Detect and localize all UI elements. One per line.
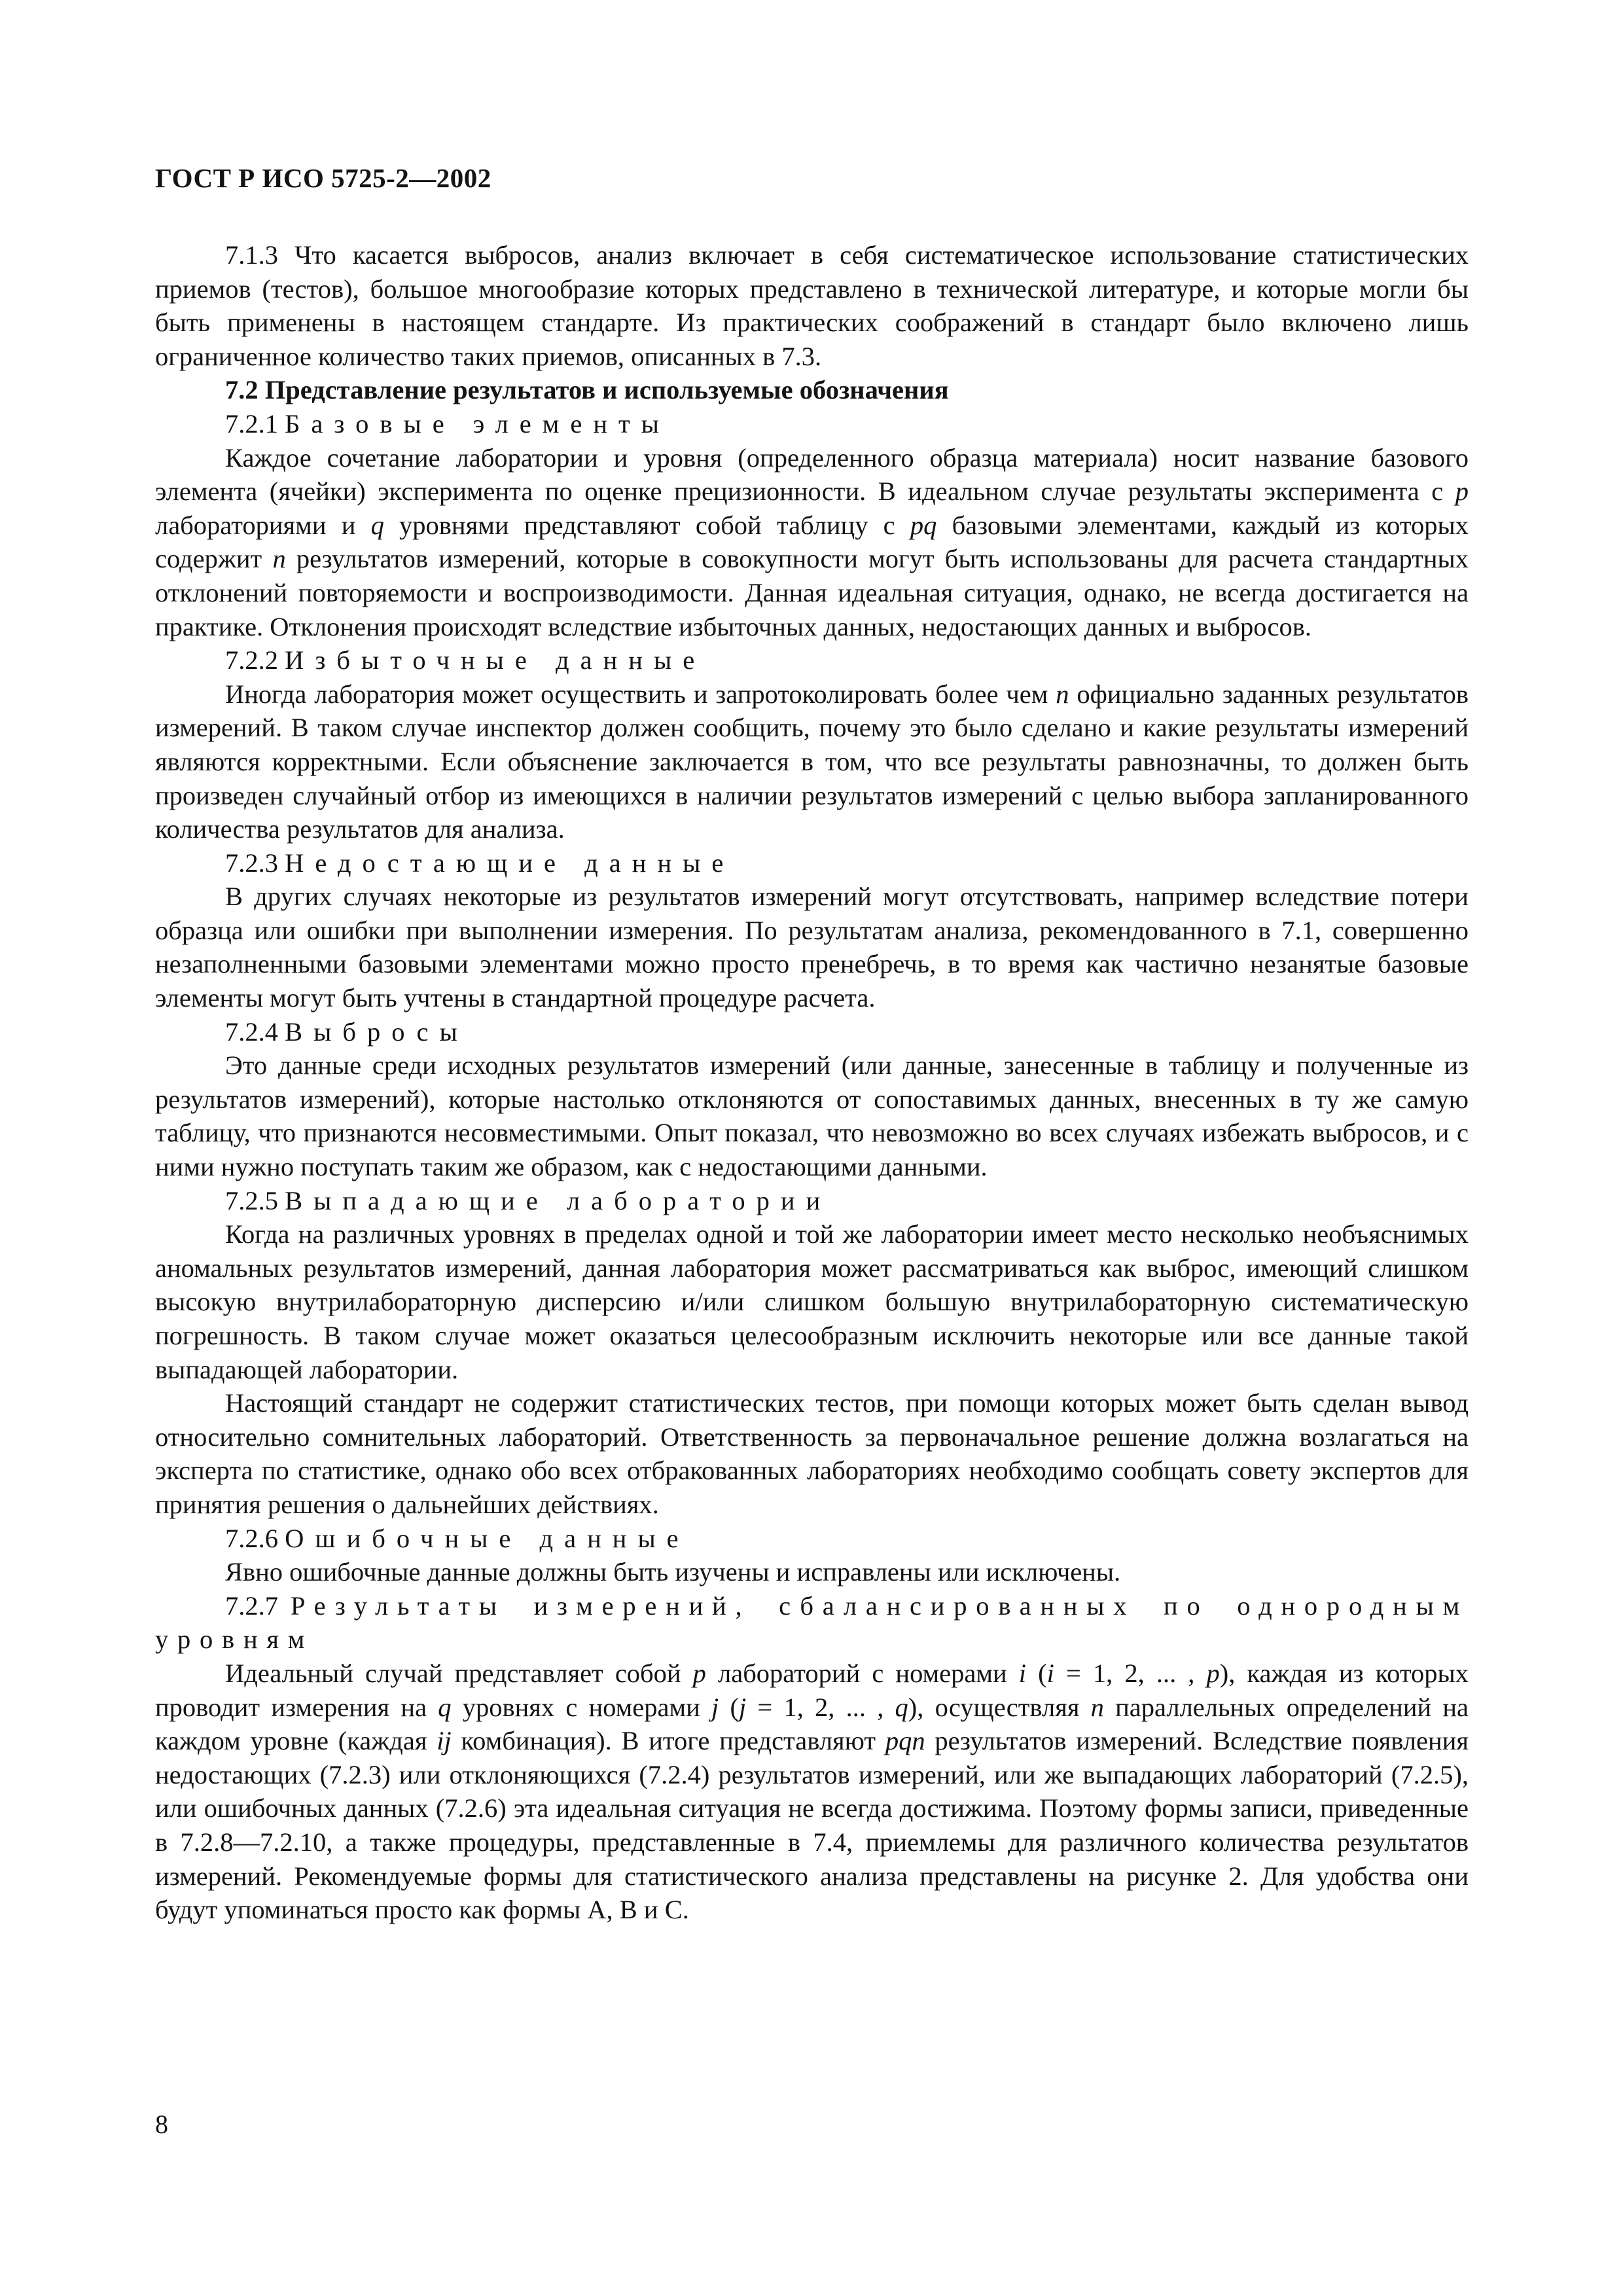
paragraph-7-2-4: Это данные среди исходных результатов измерений (или данные, занесенные в таблицу и полученные из результатов измерений), которые настолько отклоняются от сопоставимых данных, внесенных в ту же самую таблицу, что признаются несовместимыми. Опыт показал, что невозможно во всех случаях избежать выбросов, и с ними нужно поступать таким же образом, как с недостающими данными. xyxy=(155,1050,1469,1182)
variable: j xyxy=(711,1692,719,1722)
variable: p xyxy=(1455,476,1469,507)
variable: i xyxy=(1046,1658,1054,1688)
subsection-heading-7-2-2 xyxy=(155,643,1469,677)
variable: n xyxy=(1056,679,1069,709)
paragraph-7-2-1: Каждое сочетание лаборатории и уровня (определенного образца материала) носит название базового элемента (ячейки) эксперимента по оценке прецизионности. В идеальном случае результаты эксперимента с p лабораториями и q уровнями представляют собой таблицу с pq базовыми элементами, каждый из которых содержит n результатов измерений, которые в совокупности могут быть использованы для расчета стандартных отклонений повторяемости и воспроизводимости. Данная идеальная ситуация, однако, не всегда достигается на практике. Отклонения происходят вследствие избыточных данных, недостающих данных и выбросов. xyxy=(155,442,1469,641)
paragraph-7-2-7: Идеальный случай представляет собой p лабораторий с номерами i (i = 1, 2, ... , p), каждая из которых проводит измерения на q уровнях с номерами j (j = 1, 2, ... , q), осуществляя n параллельных определений на каждом уровне (каждая ij комбинация). В итоге представляют pqn результатов измерений. Вследствие появления недостающих (7.2.3) или отклоняющихся (7.2.4) результатов измерений, или же выпадающих лабораторий (7.2.5), или ошибочных данных (7.2.6) эта идеальная ситуация не всегда достижима. Поэтому формы записи, приведенные в 7.2.8—7.2.10, а также процедуры, представленные в 7.4, приемлемы для различного количества результатов измерений. Рекомендуемые формы для статистического анализа представлены на рисунке 2. Для удобства они будут упоминаться просто как формы А, В и С. xyxy=(155,1658,1469,1925)
variable: j xyxy=(738,1692,747,1722)
document-body xyxy=(155,238,1469,1927)
variable: q xyxy=(438,1692,452,1722)
variable: n xyxy=(272,544,286,574)
subsection-title: Ошибочные данные xyxy=(285,1523,690,1553)
paragraph-7-2-5-a: Когда на различных уровнях в пределах одной и той же лаборатории имеет место несколько необъяснимых аномальных результатов измерений, данная лаборатория может рассматриваться как выброс, имеющий слишком высокую внутрилабораторную дисперсию и/или слишком большую внутрилабораторную систематическую погрешность. В таком случае может оказаться целесообразным исключить некоторые или все данные такой выпадающей лаборатории. xyxy=(155,1219,1469,1384)
variable: q xyxy=(895,1692,908,1722)
subsection-number: 7.2.3 xyxy=(225,848,278,878)
subsection-title: Выбросы xyxy=(285,1016,469,1047)
subsection-title: Недостающие данные xyxy=(285,848,735,878)
variable: q xyxy=(370,510,384,540)
subsection-title: Результаты измерений, сбалансированных по однородным уровням xyxy=(155,1590,1469,1655)
variable: pqn xyxy=(885,1726,925,1756)
variable: i xyxy=(1018,1658,1027,1688)
paragraph-7-1-3: 7.1.3 Что касается выбросов, анализ включает в себя систематическое использование статистических приемов (тестов), большое многообразие которых представлено в технической литературе, и которые могли бы быть применены в настоящем стандарте. Из практических соображений в стандарт было включено лишь ограниченное количество таких приемов, описанных в 7.3. xyxy=(155,240,1469,371)
section-heading-7-2: 7.2 Представление результатов и используемые обозначения xyxy=(225,375,949,405)
paragraph-7-2-3: В других случаях некоторые из результатов измерений могут отсутствовать, например вследствие потери образца или ошибки при выполнении измерения. По результатам анализа, рекомендованного в 7.1, совершенно незаполненными базовыми элементами можно просто пренебречь, в то время как частично незанятые базовые элементы могут быть учтены в стандартной процедуре расчета. xyxy=(155,882,1469,1013)
subsection-heading-7-2-6 xyxy=(155,1522,1469,1556)
subsection-heading-7-2-3 xyxy=(155,846,1469,880)
subsection-heading-7-2-5 xyxy=(155,1184,1469,1218)
paragraph-7-2-6: Явно ошибочные данные должны быть изучены и исправлены или исключены. xyxy=(225,1557,1121,1587)
variable: n xyxy=(1090,1692,1104,1722)
subsection-heading-7-2-4 xyxy=(155,1015,1469,1049)
paragraph-7-2-2: Иногда лаборатория может осуществить и запротоколировать более чем n официально заданных результатов измерений. В таком случае инспектор должен сообщить, почему это было сделано и какие результаты измерений являются корректными. Если объяснение заключается в том, что все результаты равнозначны, то должен быть произведен случайный отбор из имеющихся в наличии результатов измерений с целью выбора запланированного количества результатов для анализа. xyxy=(155,679,1469,844)
variable: pq xyxy=(910,510,937,540)
subsection-number: 7.2.1 xyxy=(225,408,278,439)
document-header: ГОСТ Р ИСО 5725-2—2002 xyxy=(155,163,491,193)
subsection-title: Выпадающие лаборатории xyxy=(285,1185,832,1215)
subsection-heading-7-2-7 xyxy=(155,1589,1469,1657)
subsection-number: 7.2.2 xyxy=(225,645,278,675)
subsection-title: Избыточные данные xyxy=(285,645,706,675)
subsection-number: 7.2.7 xyxy=(225,1590,278,1621)
subsection-number: 7.2.6 xyxy=(225,1523,278,1553)
variable: p xyxy=(692,1658,706,1688)
subsection-number: 7.2.5 xyxy=(225,1185,278,1215)
variable: p xyxy=(1206,1658,1220,1688)
variable: ij xyxy=(437,1726,452,1756)
subsection-heading-7-2-1 xyxy=(155,407,1469,441)
paragraph-7-2-5-b: Настоящий стандарт не содержит статистических тестов, при помощи которых может быть сделан вывод относительно сомнительных лабораторий. Ответственность за первоначальное решение должна возлагаться на эксперта по статистике, однако обо всех отбракованных лабораториях необходимо сообщать совету экспертов для принятия решения о дальнейших действиях. xyxy=(155,1388,1469,1519)
page-number: 8 xyxy=(155,2109,168,2139)
subsection-number: 7.2.4 xyxy=(225,1016,278,1047)
subsection-title: Базовые элементы xyxy=(285,408,670,439)
